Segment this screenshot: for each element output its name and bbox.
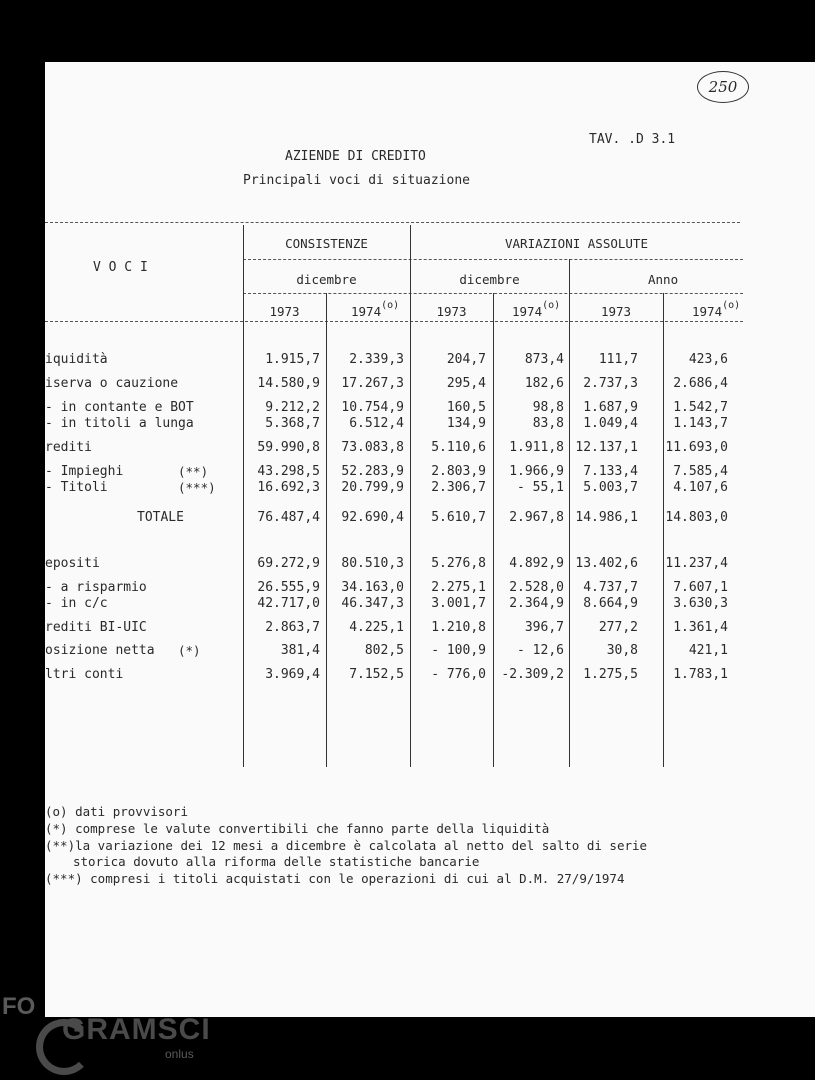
row-label: rediti BI-UIC [45, 620, 147, 635]
header-dicembre-consistenze: dicembre [296, 272, 357, 287]
table-cell: 76.487,4 [257, 510, 320, 525]
table-cell: 1.143,7 [673, 416, 728, 431]
row-label: - in contante e BOT [45, 400, 194, 415]
provisional-mark: (o) [381, 300, 400, 311]
table-cell: 1.915,7 [265, 352, 320, 367]
table-cell: 7.133,4 [583, 464, 638, 479]
table-cell: 7.607,1 [673, 580, 728, 595]
table-cell: 5.368,7 [265, 416, 320, 431]
table-cell: 381,4 [280, 643, 320, 658]
table-cell: 2.528,0 [509, 580, 564, 595]
table-cell: -2.309,2 [501, 667, 564, 682]
table-cell: 802,5 [364, 643, 404, 658]
row-label: - in c/c [45, 596, 108, 611]
footnote: storica dovuto alla riforma delle statistiche bancarie [73, 854, 480, 869]
table-cell: 34.163,0 [341, 580, 404, 595]
watermark-text: onlus [165, 1047, 194, 1061]
table-cell: 295,4 [446, 376, 486, 391]
table-cell: 2.863,7 [265, 620, 320, 635]
table-cell: 17.267,3 [341, 376, 404, 391]
footnote: (o) dati provvisori [45, 804, 188, 819]
document-title: AZIENDE DI CREDITO [285, 149, 426, 164]
table-cell: 423,6 [688, 352, 728, 367]
table-cell: 3.630,3 [673, 596, 728, 611]
table-cell: 1.911,8 [509, 440, 564, 455]
header-consistenze: CONSISTENZE [285, 236, 368, 251]
table-cell: 182,6 [524, 376, 564, 391]
document-subtitle: Principali voci di situazione [243, 173, 470, 188]
table-cell: 26.555,9 [257, 580, 320, 595]
row-label: - a risparmio [45, 580, 147, 595]
table-cell: 6.512,4 [349, 416, 404, 431]
table-cell: 14.803,0 [665, 510, 728, 525]
table-cell: 111,7 [598, 352, 638, 367]
footnote: (*) comprese le valute convertibili che fanno parte della liquidità [45, 821, 550, 836]
table-cell: 98,8 [532, 400, 564, 415]
table-cell: 2.967,8 [509, 510, 564, 525]
row-note: (*) [178, 643, 201, 658]
table-top-rule [45, 222, 740, 223]
year-header: 1973 [600, 304, 632, 319]
table-cell: 7.152,5 [349, 667, 404, 682]
table-cell: 13.402,6 [575, 556, 638, 571]
table-cell: 5.610,7 [431, 510, 486, 525]
table-cell: 277,2 [598, 620, 638, 635]
table-cell: 2.737,3 [583, 376, 638, 391]
table-cell: 4.225,1 [349, 620, 404, 635]
table-cell: 1.361,4 [673, 620, 728, 635]
table-cell: 14.580,9 [257, 376, 320, 391]
table-cell: 1.275,5 [583, 667, 638, 682]
table-cell: 2.803,9 [431, 464, 486, 479]
table-cell: - 776,0 [431, 667, 486, 682]
table-cell: 134,9 [446, 416, 486, 431]
row-label: TOTALE [137, 510, 184, 525]
table-cell: 4.737,7 [583, 580, 638, 595]
row-label: rediti [45, 440, 92, 455]
table-cell: - 55,1 [517, 480, 564, 495]
table-cell: 14.986,1 [575, 510, 638, 525]
document-page [45, 62, 815, 1017]
header-rule-1 [243, 259, 743, 260]
table-cell: 2.306,7 [431, 480, 486, 495]
table-cell: 43.298,5 [257, 464, 320, 479]
header-variazioni: VARIAZIONI ASSOLUTE [505, 236, 648, 251]
table-cell: 5.276,8 [431, 556, 486, 571]
row-label: - in titoli a lunga [45, 416, 194, 431]
table-cell: 2.339,3 [349, 352, 404, 367]
header-dicembre-variazioni: dicembre [459, 272, 520, 287]
watermark-text: FO [2, 993, 36, 1020]
row-label: iserva o cauzione [45, 376, 179, 391]
table-cell: 3.969,4 [265, 667, 320, 682]
table-cell: 11.237,4 [665, 556, 728, 571]
row-note: (**) [178, 464, 209, 479]
archive-watermark [0, 985, 240, 1080]
table-cell: - 12,6 [517, 643, 564, 658]
table-cell: 30,8 [606, 643, 638, 658]
row-note: (***) [178, 480, 216, 495]
table-cell: 4.892,9 [509, 556, 564, 571]
table-cell: 2.364,9 [509, 596, 564, 611]
table-cell: 1.542,7 [673, 400, 728, 415]
table-cell: 1.049,4 [583, 416, 638, 431]
table-cell: 80.510,3 [341, 556, 404, 571]
year-header: 1974$^{(o)}$ [512, 300, 561, 319]
row-label: epositi [45, 556, 100, 571]
table-cell: 10.754,9 [341, 400, 404, 415]
table-cell: 1.687,9 [583, 400, 638, 415]
table-cell: 73.083,8 [341, 440, 404, 455]
table-cell: 1.966,9 [509, 464, 564, 479]
table-cell: 12.137,1 [575, 440, 638, 455]
table-cell: 5.003,7 [583, 480, 638, 495]
table-cell: 5.110,6 [431, 440, 486, 455]
table-cell: - 100,9 [431, 643, 486, 658]
table-cell: 4.107,6 [673, 480, 728, 495]
year-header: 1973 [269, 304, 300, 319]
provisional-mark: (o) [722, 300, 741, 311]
table-cell: 11.693,0 [665, 440, 728, 455]
table-cell: 59.990,8 [257, 440, 320, 455]
table-cell: 92.690,4 [341, 510, 404, 525]
table-cell: 1.210,8 [431, 620, 486, 635]
year-header: 1973 [436, 304, 467, 319]
table-cell: 873,4 [524, 352, 564, 367]
table-cell: 160,5 [446, 400, 486, 415]
year-header: 1974$^{(o)}$ [692, 300, 741, 319]
header-anno: Anno [648, 272, 679, 287]
table-cell: 9.212,2 [265, 400, 320, 415]
row-label: ltri conti [45, 667, 124, 682]
table-cell: 7.585,4 [673, 464, 728, 479]
row-label: - Impieghi [45, 464, 124, 479]
table-cell: 2.686,4 [673, 376, 728, 391]
footnote: (**)la variazione dei 12 mesi a dicembre è calcolata al netto del salto di serie [45, 838, 648, 853]
table-cell: 42.717,0 [257, 596, 320, 611]
watermark-text: GRAMSCI [62, 1013, 211, 1046]
table-cell: 69.272,9 [257, 556, 320, 571]
table-cell: 396,7 [524, 620, 564, 635]
row-label: osizione netta [45, 643, 155, 658]
table-cell: 83,8 [532, 416, 564, 431]
table-code: TAV. .D 3.1 [589, 132, 676, 147]
table-cell: 8.664,9 [583, 596, 638, 611]
header-voci: V O C I [93, 260, 148, 275]
footnote: (***) compresi i titoli acquistati con le operazioni di cui al D.M. 27/9/1974 [45, 871, 625, 886]
table-cell: 1.783,1 [673, 667, 728, 682]
table-cell: 16.692,3 [257, 480, 320, 495]
table-cell: 20.799,9 [341, 480, 404, 495]
table-cell: 52.283,9 [341, 464, 404, 479]
year-header: 1974$^{(o)}$ [351, 300, 400, 319]
header-rule-3 [45, 321, 743, 322]
provisional-mark: (o) [542, 300, 561, 311]
table-cell: 2.275,1 [431, 580, 486, 595]
row-label: iquidità [45, 352, 108, 367]
row-label: - Titoli [45, 480, 108, 495]
table-cell: 204,7 [446, 352, 486, 367]
table-cell: 421,1 [688, 643, 728, 658]
table-cell: 3.001,7 [431, 596, 486, 611]
archive-stamp: 250 [697, 71, 749, 103]
table-cell: 46.347,3 [341, 596, 404, 611]
